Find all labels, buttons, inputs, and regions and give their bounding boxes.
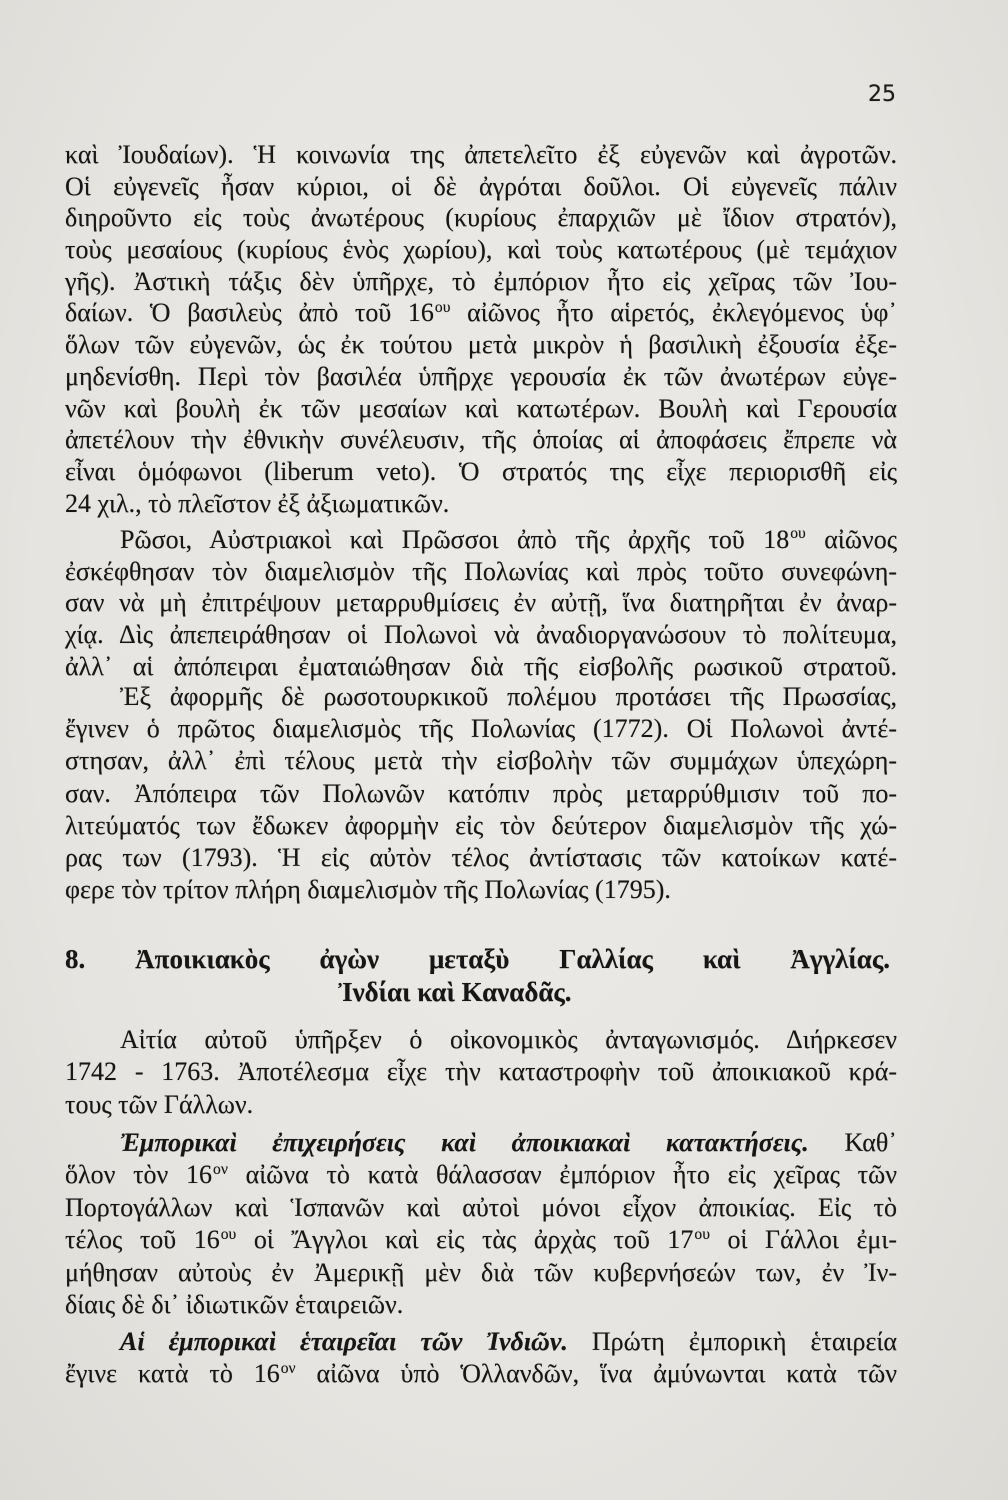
text-line (65, 1159, 897, 1191)
line-text (120, 682, 897, 711)
line-text (65, 1225, 897, 1254)
line-text (65, 1359, 897, 1388)
text-line (65, 424, 897, 456)
line-text (65, 298, 897, 327)
text-run: ἔγινεν ὁ πρῶτος διαμελισμὸς τῆς Πολωνίας (1772). Οἱ Πολωνοὶ ἀντέ- (65, 714, 897, 744)
text-line (65, 139, 897, 171)
text-run: 1742 - 1763. Ἀποτέλεσμα εἶχε τὴν καταστροφὴν τοῦ ἀποικιακοῦ κρά- (65, 1057, 897, 1087)
text-line (65, 266, 897, 298)
text-run: ἀπετέλουν τὴν ἐθνικὴν συνέλευσιν, τῆς ὁποίας αἱ ἀποφάσεις ἔπρεπε νὰ (65, 425, 897, 455)
text-run: 8. Ἀποικιακὸς ἀγὼν μεταξὺ Γαλλίας καὶ Ἀγγλίας. (65, 944, 890, 974)
line-text (120, 525, 897, 554)
paragraph (65, 1024, 897, 1121)
line-text (65, 362, 897, 391)
paragraph (65, 681, 897, 906)
text-run: τοὺς μεσαίους (κυρίους ἑνὸς χωρίου), καὶ τοὺς κατωτέρους (μὲ τεμάχιον (65, 235, 897, 265)
text-line (65, 810, 897, 842)
text-line (65, 234, 897, 266)
text-run: στησαν, ἀλλ᾽ ἐπὶ τέλους μετὰ τὴν εἰσβολὴν τῶν συμμάχων ὑπεχώρη- (65, 746, 897, 776)
paragraph (65, 1326, 897, 1391)
text-run: τους τῶν Γάλλων. (65, 1089, 254, 1119)
text-line (65, 393, 897, 425)
text-line (65, 1289, 897, 1321)
text-run: Καθ᾽ (808, 1128, 897, 1157)
line-text (65, 1193, 897, 1222)
text-run: Ρῶσοι, Αὐστριακοὶ καὶ Πρῶσσοι ἀπὸ τῆς ἀρχῆς τοῦ 18 (120, 525, 790, 554)
text-line (65, 778, 897, 810)
text-run: τέλος τοῦ 16 (65, 1225, 220, 1255)
page-number: 25 (868, 82, 896, 107)
text-run: αἰῶνος ἦτο αἱρετός, ἐκλεγόμενος ὑφ᾽ (450, 298, 897, 328)
text-line (65, 745, 897, 777)
text-line (65, 1257, 897, 1289)
line-text (65, 203, 897, 232)
text-run: εἶναι ὁμόφωνοι (liberum veto). Ὁ στρατός της εἶχε περιορισθῆ εἰς (65, 456, 897, 486)
text-line (65, 556, 897, 588)
line-text (65, 457, 897, 486)
line-text (65, 557, 897, 586)
text-run: αἰῶνα ὑπὸ Ὁλλανδῶν, ἵνα ἀμύνωνται κατὰ τῶν (295, 1359, 897, 1389)
paragraph (65, 524, 897, 682)
line-text (65, 746, 897, 775)
line-text (65, 1090, 253, 1119)
line-text (120, 1025, 897, 1054)
text-run: ὅλων τῶν εὐγενῶν, ὡς ἐκ τούτου μετὰ μικρὸν ἡ βασιλικὴ ἐξουσία ἐξε- (65, 330, 897, 360)
text-line (65, 329, 897, 361)
run-in-subheading: Αἱ ἐμπορικαὶ ἑταιρεῖαι τῶν Ἰνδιῶν. (120, 1327, 568, 1356)
text-run: δίαις δὲ δι᾽ ἰδιωτικῶν ἑταιρειῶν. (65, 1289, 404, 1319)
section-heading-line (65, 976, 845, 1009)
line-text (65, 588, 897, 617)
line-text (120, 1128, 897, 1157)
line-text (65, 235, 897, 264)
section-heading (65, 943, 890, 1009)
text-line (65, 713, 897, 745)
line-text (65, 394, 897, 423)
line-text (65, 843, 897, 872)
line-text (65, 1057, 897, 1086)
text-run: αἰῶνος (805, 525, 897, 554)
text-run: ἐσκέφθησαν τὸν διαμελισμὸν τῆς Πολωνίας καὶ πρὸς τοῦτο συνεφώνη- (65, 556, 897, 586)
text-run: Αἰτία αὐτοῦ ὑπῆρξεν ὁ οἰκονομικὸς ἀνταγωνισμός. Διήρκεσεν (120, 1025, 897, 1054)
text-line (65, 202, 897, 234)
text-run: ὅλον τὸν 16 (65, 1160, 213, 1190)
text-line (65, 171, 897, 203)
line-text (65, 425, 897, 454)
line-text (65, 779, 897, 808)
line-text (65, 875, 671, 904)
text-run: ἀλλ᾽ αἱ ἀπόπειραι ἐματαιώθησαν διὰ τῆς εἰσβολῆς ρωσικοῦ στρατοῦ. (65, 651, 898, 681)
text-run: μηδενίσθη. Περὶ τὸν βασιλέα ὑπῆρχε γερουσία ἐκ τῶν ἀνωτέρων εὐγε- (65, 361, 897, 391)
text-line (65, 1024, 897, 1056)
line-text (65, 172, 897, 201)
ordinal-suffix: ου (790, 525, 806, 543)
paragraph (65, 1127, 897, 1321)
text-line (65, 524, 897, 556)
text-line (65, 488, 897, 520)
text-line (65, 1089, 897, 1121)
text-line (65, 681, 897, 713)
text-line (65, 651, 897, 683)
text-run: σαν νὰ μὴ ἐπιτρέψουν μεταρρυθμίσεις ἐν αὐτῇ, ἵνα διατηρῆται ἐν ἀναρ- (65, 588, 897, 618)
ordinal-suffix: ου (434, 298, 451, 316)
paragraph (65, 139, 897, 519)
text-line (65, 456, 897, 488)
text-run: οἱ Ἄγγλοι καὶ εἰς τὰς ἀρχὰς τοῦ 17 (236, 1225, 694, 1255)
text-line (65, 1358, 897, 1390)
text-run: 24 χιλ., τὸ πλεῖστον ἐξ ἀξιωματικῶν. (65, 488, 450, 518)
line-text (65, 1290, 403, 1319)
line-text (65, 944, 890, 974)
ordinal-suffix: ον (213, 1160, 228, 1178)
text-run: νῶν καὶ βουλὴ ἐκ τῶν μεσαίων καὶ κατωτέρων. Βουλὴ καὶ Γερουσία (65, 393, 897, 423)
line-text (65, 489, 449, 518)
text-run: λιτεύματός των ἔδωκεν ἀφορμὴν εἰς τὸν δεύτερον διαμελισμὸν τῆς χώ- (65, 810, 897, 840)
line-text (65, 620, 897, 649)
text-line (65, 1056, 897, 1088)
ordinal-suffix: ου (694, 1225, 710, 1243)
text-line (65, 361, 897, 393)
line-text (65, 1160, 897, 1189)
text-run: χίᾳ. Δὶς ἀπεπειράθησαν οἱ Πολωνοὶ νὰ ἀναδιοργανώσουν τὸ πολίτευμα, (65, 620, 897, 650)
text-run: φερε τὸν τρίτον πλήρη διαμελισμὸν τῆς Πολωνίας (1795). (65, 875, 671, 905)
section-heading-line (65, 943, 890, 976)
text-line (65, 1326, 897, 1358)
run-in-subheading: Ἐμπορικαὶ ἐπιχειρήσεις καὶ ἀποικιακαὶ κατακτήσεις. (120, 1128, 809, 1157)
text-run: ρας των (1793). Ἡ εἰς αὐτὸν τέλος ἀντίστασις τῶν κατοίκων κατέ- (65, 842, 897, 872)
text-line (65, 297, 897, 329)
text-line (65, 619, 897, 651)
text-run: οἱ Γάλλοι ἐμι- (709, 1225, 897, 1255)
line-text (65, 330, 897, 359)
text-line (65, 1192, 897, 1224)
line-text (65, 811, 897, 840)
text-run: Ἐξ ἀφορμῆς δὲ ρωσοτουρκικοῦ πολέμου προτάσει τῆς Πρωσσίας, (120, 682, 897, 711)
line-text (65, 140, 897, 169)
text-run: διηροῦντο εἰς τοὺς ἀνωτέρους (κυρίους ἐπαρχιῶν μὲ ἴδιον στρατόν), (65, 203, 897, 233)
text-run: μήθησαν αὐτοὺς ἐν Ἀμερικῇ μὲν διὰ τῶν κυβερνήσεών των, ἐν Ἰν- (65, 1257, 897, 1287)
text-run: Πορτογάλλων καὶ Ἱσπανῶν καὶ αὐτοὶ μόνοι εἶχον ἀποικίας. Εἰς τὸ (65, 1192, 897, 1222)
text-run: Ἰνδίαι καὶ Καναδᾶς. (338, 977, 572, 1007)
line-text (338, 977, 571, 1007)
text-run: ἔγινε κατὰ τὸ 16 (65, 1359, 280, 1389)
line-text (65, 652, 897, 681)
text-run: σαν. Ἀπόπειρα τῶν Πολωνῶν κατόπιν πρὸς μεταρρύθμισιν τοῦ πο- (65, 778, 897, 808)
text-run: καὶ Ἰουδαίων). Ἡ κοινωνία της ἀπετελεῖτο ἐξ εὐγενῶν καὶ ἀγροτῶν. (65, 140, 898, 169)
line-text (120, 1327, 897, 1356)
text-run: δαίων. Ὁ βασιλεὺς ἀπὸ τοῦ 16 (65, 298, 434, 328)
ordinal-suffix: ον (280, 1359, 296, 1377)
text-line (65, 587, 897, 619)
text-line (65, 874, 897, 906)
line-text (65, 267, 897, 296)
text-run: Οἱ εὐγενεῖς ἦσαν κύριοι, οἱ δὲ ἀγρόται δοῦλοι. Οἱ εὐγενεῖς πάλιν (65, 171, 897, 201)
text-line (65, 1224, 897, 1256)
text-line (65, 1127, 897, 1159)
ordinal-suffix: ου (220, 1225, 237, 1243)
text-run: γῆς). Ἀστικὴ τάξις δὲν ὑπῆρχε, τὸ ἐμπόριον ἦτο εἰς χεῖρας τῶν Ἰου- (65, 266, 897, 296)
text-line (65, 842, 897, 874)
text-run: Πρώτη ἐμπορικὴ ἑταιρεία (567, 1327, 897, 1356)
text-run: αἰῶνα τὸ κατὰ θάλασσαν ἐμπόριον ἦτο εἰς χεῖρας τῶν (227, 1160, 897, 1190)
line-text (65, 714, 897, 743)
line-text (65, 1258, 897, 1287)
